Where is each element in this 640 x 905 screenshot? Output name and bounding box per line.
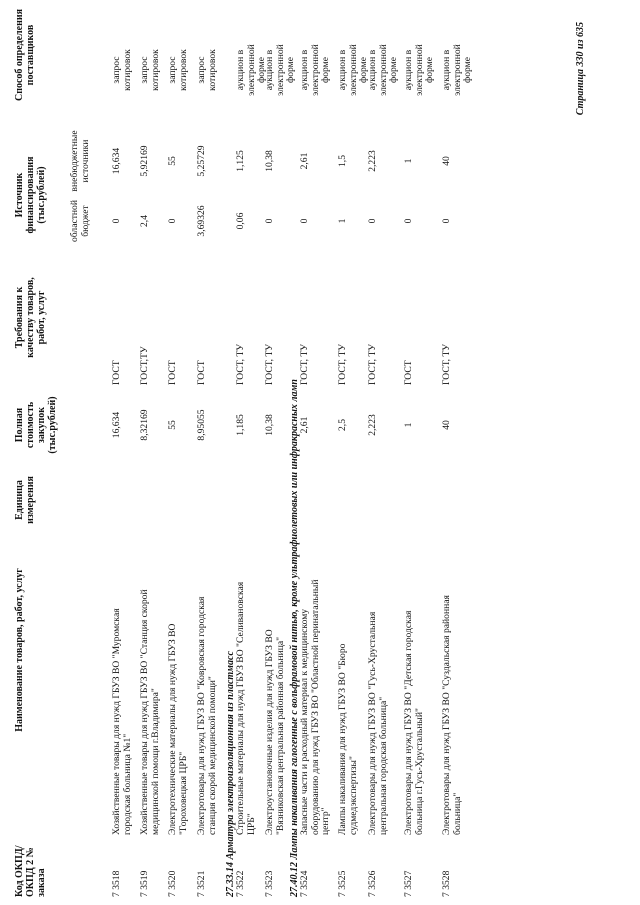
cell-name: Лампы накаливания для нужд ГБУЗ ВО "Бюро судмедэкспертизы"	[337, 643, 359, 835]
table-row	[197, 0, 225, 905]
cell-name: Хозяйственные товары для нужд ГБУЗ ВО "Станция скорой медицинской помощи г.Владимира"	[139, 589, 161, 835]
cell-cost: 1	[403, 422, 414, 428]
cell-req: ГОСТ	[167, 360, 178, 385]
cell-regional: 0	[441, 218, 452, 224]
cell-name: Электроустановочные изделия для нужд ГБУЗ ВО "Вязниковская центральная районная больница"	[264, 629, 286, 835]
cell-req: ГОСТ	[196, 360, 207, 385]
section-title: 27.40.12 Лампы накаливания галогенные с вольфрамовой нитью, кроме ультрафиолетовых или инфракрасных ламп	[289, 379, 300, 897]
cell-regional: 0	[111, 218, 122, 224]
cell-offbudget: 1	[403, 158, 414, 164]
cell-name: Электротовары для нужд ГБУЗ ВО "Гусь-Хрустальная центральная городская больница"	[367, 611, 389, 835]
table-row	[168, 0, 196, 905]
cell-code: 7 3524	[299, 870, 310, 897]
cell-regional: 0	[264, 218, 275, 224]
cell-method: аукцион в электронной форме	[264, 44, 297, 96]
cell-offbudget: 40	[441, 156, 452, 166]
cell-regional: 0	[403, 218, 414, 224]
cell-cost: 1,185	[235, 414, 246, 436]
header-unit: Единица измерения	[14, 476, 36, 524]
cell-regional: 3,69326	[196, 205, 207, 237]
cell-req: ГОСТ, ТУ	[299, 343, 310, 385]
cell-cost: 40	[441, 420, 452, 430]
cell-regional: 0	[367, 218, 378, 224]
cell-code: 7 3523	[264, 870, 275, 897]
cell-req: ГОСТ	[111, 360, 122, 385]
cell-method: аукцион в электронной форме	[299, 44, 332, 96]
cell-cost: 10,38	[264, 414, 275, 436]
cell-req: ГОСТ, ТУ	[367, 343, 378, 385]
cell-offbudget: 16,634	[111, 147, 122, 175]
cell-regional: 1	[337, 218, 348, 224]
table-header	[14, 0, 104, 905]
cell-code: 7 3520	[167, 870, 178, 897]
cell-offbudget: 55	[167, 156, 178, 166]
cell-req: ГОСТ,ТУ	[139, 346, 150, 385]
cell-name: Электротовары для нужд ГБУЗ ВО "Суздальская районная больница"	[441, 595, 463, 835]
table-row	[404, 0, 442, 905]
cell-code: 7 3527	[403, 870, 414, 897]
cell-regional: 0,06	[235, 212, 246, 230]
cell-code: 7 3522	[235, 870, 246, 897]
cell-cost: 55	[167, 420, 178, 430]
cell-cost: 16,634	[111, 411, 122, 439]
cell-method: аукцион в электронной форме	[337, 44, 370, 96]
cell-req: ГОСТ, ТУ	[235, 343, 246, 385]
cell-method: аукцион в электронной форме	[367, 44, 400, 96]
cell-code: 7 3518	[111, 870, 122, 897]
cell-method: аукцион в электронной форме	[235, 44, 268, 96]
cell-name: Строительные материалы для нужд ГБУЗ ВО "Селивановская ЦРБ"	[235, 581, 257, 835]
cell-req: ГОСТ, ТУ	[264, 343, 275, 385]
header-financing-offbudget: внебюджетные источники	[69, 130, 91, 192]
cell-code: 7 3519	[139, 870, 150, 897]
header-name: Наименование товаров, работ, услуг	[14, 568, 25, 732]
cell-cost: 2,223	[367, 414, 378, 436]
table-row	[338, 0, 368, 905]
cell-offbudget: 1,5	[337, 155, 348, 167]
cell-offbudget: 1,125	[235, 150, 246, 172]
cell-offbudget: 5,25729	[196, 145, 207, 177]
cell-cost: 8,95055	[196, 409, 207, 441]
cell-regional: 0	[167, 218, 178, 224]
cell-offbudget: 2,61	[299, 152, 310, 170]
cell-method: запрос котировок	[167, 49, 189, 91]
cell-offbudget: 2,223	[367, 150, 378, 172]
cell-cost: 2,5	[337, 419, 348, 431]
cell-name: Хозяйственные товары для нужд ГБУЗ ВО "Муромская городская больница №1"	[111, 608, 133, 835]
cell-method: запрос котировок	[196, 49, 218, 91]
page-number: Страница 330 из 635	[575, 22, 586, 116]
cell-req: ГОСТ	[403, 360, 414, 385]
cell-name: Электротехнические материалы для нужд ГБУЗ ВО "Гороховецкая ЦРБ"	[167, 623, 189, 835]
cell-code: 7 3526	[367, 870, 378, 897]
header-financing: Источник финансирования (тыс.рублей)	[14, 156, 47, 234]
table-row	[112, 0, 140, 905]
cell-code: 7 3521	[196, 870, 207, 897]
cell-name: Запасные части и расходный материал к медицинскому оборудованию для нужд ГБУЗ ВО "Областной перинатальный центр"	[299, 579, 332, 835]
table-row	[300, 0, 338, 905]
table-row	[442, 0, 478, 905]
cell-name: Электротовары для нужд ГБУЗ ВО "Ковровская городская станция скорой медицинской помощи"	[196, 596, 218, 835]
section-title: 27.33.14 Арматура электроизоляционная из пластмасс	[225, 651, 236, 897]
cell-req: ГОСТ, ТУ	[337, 343, 348, 385]
cell-name: Электротовары для нужд ГБУЗ ВО "Детская городская больница г.Гусь-Хрустальный"	[403, 610, 425, 835]
table-row	[140, 0, 168, 905]
cell-code: 7 3525	[337, 870, 348, 897]
header-financing-regional: областной бюджет	[69, 200, 91, 243]
cell-method: запрос котировок	[139, 49, 161, 91]
cell-method: аукцион в электронной форме	[403, 44, 436, 96]
cell-offbudget: 10,38	[264, 150, 275, 172]
cell-method: аукцион в электронной форме	[441, 44, 474, 96]
header-requirements: Требования к качеству товаров, работ, услуг	[14, 277, 47, 358]
cell-code: 7 3528	[441, 870, 452, 897]
scan-artifact-strip	[0, 0, 8, 905]
cell-regional: 2,4	[139, 215, 150, 227]
table-row	[368, 0, 404, 905]
header-code: Код ОКПД/ ОКПД 2 № заказа	[14, 845, 47, 897]
cell-req: ГОСТ, ТУ	[441, 343, 452, 385]
header-method: Способ определения поставщиков	[14, 8, 36, 102]
cell-regional: 0	[299, 218, 310, 224]
cell-cost: 2,61	[299, 416, 310, 434]
table-row	[235, 0, 268, 905]
cell-cost: 8,32169	[139, 409, 150, 441]
cell-offbudget: 5,92169	[139, 145, 150, 177]
header-cost: Полная стоимость закупок (тыс.рублей)	[14, 396, 58, 454]
cell-method: запрос котировок	[111, 49, 133, 91]
